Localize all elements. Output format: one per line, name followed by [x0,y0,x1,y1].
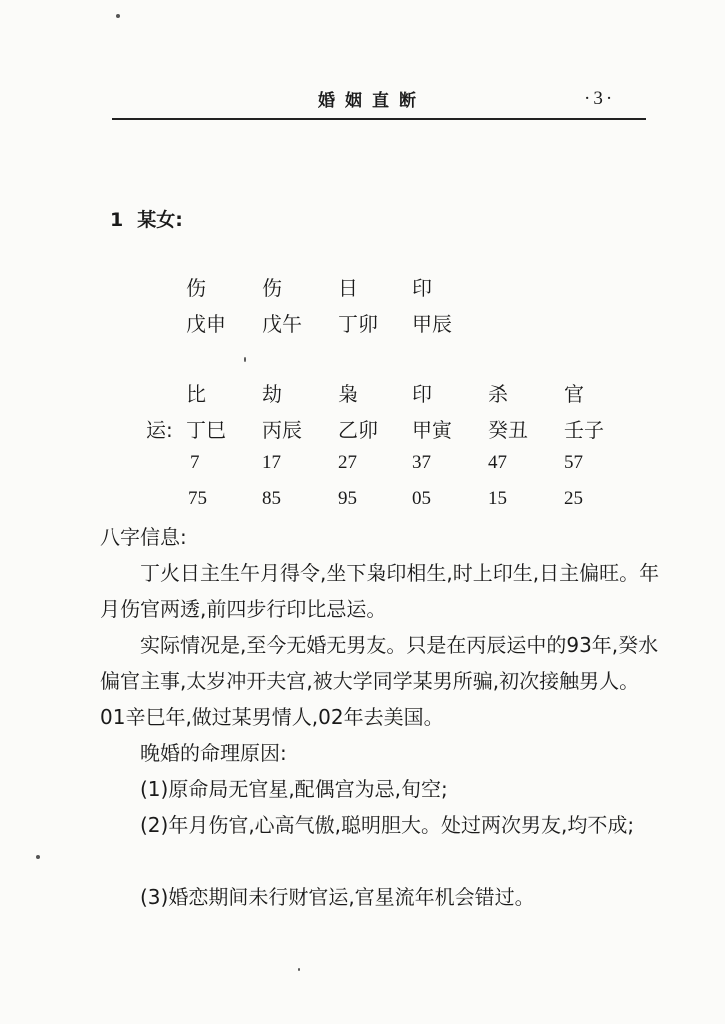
luck-start-year: 15 [488,488,507,509]
paragraph: 实际情况是,至今无婚无男友。只是在丙辰运中的93年,癸水偏官主事,太岁冲开夫宫,被大学同学某男所骗,初次接触男人。01辛巳年,做过某男情人,02年去美国。 [100,633,659,729]
luck-start-age: 47 [488,452,507,473]
luck-pillar: 甲寅 [412,418,452,442]
scan-speck [244,357,246,362]
luck-pillar: 壬子 [564,418,604,442]
natal-pillar-day: 丁卯 [338,312,378,336]
running-header-title: 婚姻直断 [318,91,426,111]
case-heading [110,205,183,232]
luck-start-age: 7 [190,452,200,473]
page-number: ·3· [584,88,616,109]
case-number: 1 [110,209,124,231]
luck-pillar: 丙辰 [262,418,302,442]
list-item: (2)年月伤官,心高气傲,聪明胆大。处过两次男友,均不成; [140,813,635,837]
paragraph: 丁火日主生午月得令,坐下枭印相生,时上印生,日主偏旺。年月伤官两透,前四步行印比忌运。 [100,561,660,621]
luck-prefix-label: 运: [146,418,173,442]
scan-speck [36,855,40,859]
luck-god: 印 [412,382,432,406]
luck-start-age: 37 [412,452,431,473]
paragraph: 晚婚的命理原因: [140,741,287,765]
luck-god: 比 [186,382,206,406]
luck-start-year: 85 [262,488,281,509]
luck-god: 枭 [338,382,358,406]
natal-god-year: 伤 [186,276,206,300]
natal-pillar-hour: 甲辰 [412,312,452,336]
luck-god: 劫 [262,382,282,406]
list-item: (3)婚恋期间未行财官运,官星流年机会错过。 [140,885,535,909]
header-rule [112,118,646,120]
list-item: (1)原命局无官星,配偶宫为忌,旬空; [140,777,448,801]
natal-pillar-month: 戊午 [262,312,302,336]
natal-pillar-year: 戊申 [186,312,226,336]
luck-god: 杀 [488,382,508,406]
luck-start-age: 57 [564,452,583,473]
luck-start-year: 95 [338,488,357,509]
natal-god-day: 日 [338,276,358,300]
luck-start-age: 27 [338,452,357,473]
luck-pillar: 乙卯 [338,418,378,442]
luck-pillar: 癸丑 [488,418,528,442]
luck-pillar: 丁巳 [186,418,226,442]
luck-god: 官 [564,382,584,406]
scan-speck [298,968,300,971]
luck-start-year: 05 [412,488,431,509]
natal-god-month: 伤 [262,276,282,300]
luck-start-year: 75 [188,488,207,509]
case-label: 某女: [137,209,183,231]
section-heading: 八字信息: [100,525,187,549]
scan-speck [116,14,120,18]
natal-god-hour: 印 [412,276,432,300]
luck-start-age: 17 [262,452,281,473]
luck-start-year: 25 [564,488,583,509]
